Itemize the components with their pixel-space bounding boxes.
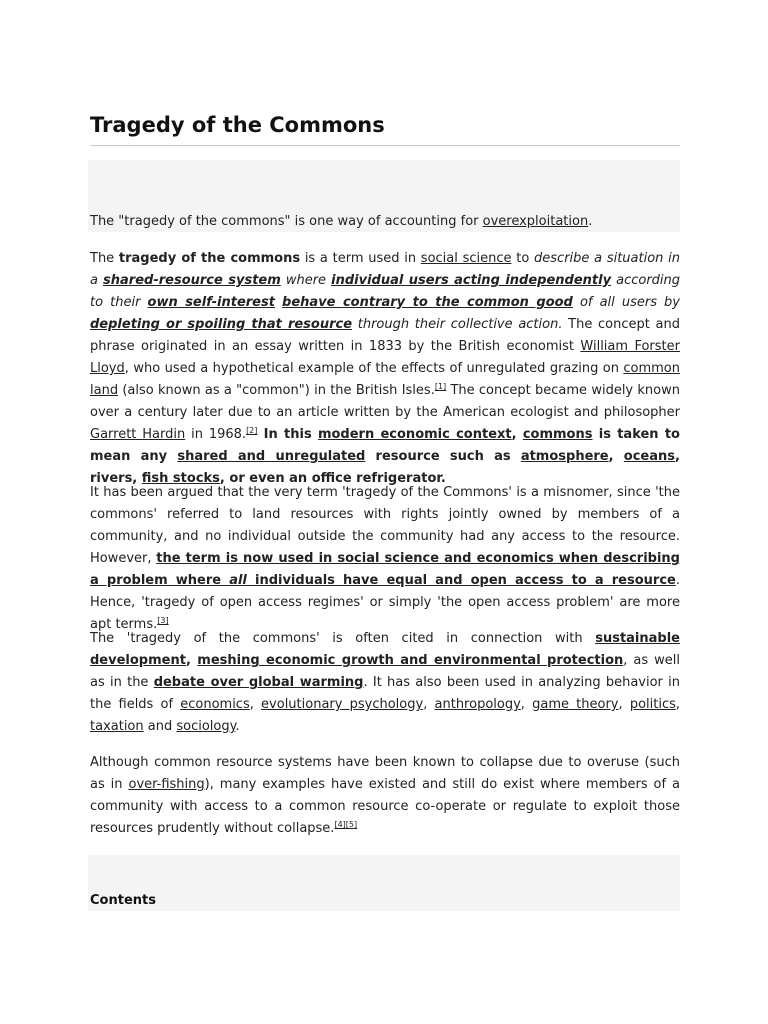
paragraph-definition: The tragedy of the commons is a term used in social science to describe a situation in a shared-resource system where individual users acting independently according to their own self-interest behave contrary to the common good of all users by depleting or spoiling that resource through their collective action. The concept and phrase originated in an essay written in 1833 by the British economist William Forster Lloyd, who used a hypothetical example of the effects of unregulated grazing on common land (also known as a "common") in the British Isles.[1] The concept became widely known over a century later due to an article written by the American ecologist and philosopher Garrett Hardin in 1968.[2] In this modern economic context, commons is taken to mean any shared and unregulated resource such as atmosphere, oceans, rivers, fish stocks, or even an office refrigerator. — [90, 251, 681, 486]
reference-4[interactable]: [4] — [334, 820, 346, 829]
link-oceans[interactable]: oceans — [623, 449, 676, 464]
reference-2[interactable]: [2] — [246, 426, 258, 435]
reference-5[interactable]: [5] — [345, 820, 358, 829]
link-politics[interactable]: politics — [629, 697, 676, 712]
link-behave-contrary[interactable]: behave contrary to the common good — [282, 295, 573, 310]
link-shared-resource-system[interactable]: shared-resource system — [103, 273, 281, 288]
link-sociology[interactable]: sociology — [176, 719, 236, 734]
link-modern-economic-context[interactable]: modern economic context — [317, 427, 512, 442]
link-over-fishing[interactable]: over-fishing — [128, 777, 205, 792]
highlight-term-now-used: the term is now used in social science and economics when describing a problem where all individuals have equal and open access to a resource — [90, 551, 680, 588]
link-anthropology[interactable]: anthropology — [434, 697, 521, 712]
link-debate-global-warming[interactable]: debate over global warming — [153, 675, 364, 690]
link-social-science[interactable]: social science — [420, 251, 512, 266]
reference-3[interactable]: [3] — [157, 616, 169, 625]
link-atmosphere[interactable]: atmosphere — [520, 449, 609, 464]
link-overexploitation[interactable]: overexploitation — [482, 214, 589, 229]
link-commons[interactable]: commons — [522, 427, 593, 442]
link-william-forster-lloyd[interactable]: William Forster Lloyd — [90, 339, 680, 376]
reference-1[interactable]: [1] — [434, 382, 447, 391]
page-title: Tragedy of the Commons — [90, 113, 385, 137]
link-garrett-hardin[interactable]: Garrett Hardin — [90, 427, 186, 442]
paragraph-connections: The 'tragedy of the commons' is often cited in connection with sustainable development, meshing economic growth and environmental protection, as well as in the debate over global warming. It has also been used in analyzing behavior in the fields of economics, evolutionary psychology, anthropology, game theory, politics, taxation and sociology. — [90, 631, 681, 734]
link-individual-users[interactable]: individual users acting independently — [331, 273, 612, 288]
intro-paragraph: The "tragedy of the commons" is one way of accounting for overexploitation. — [90, 214, 593, 229]
link-taxation[interactable]: taxation — [90, 719, 144, 734]
contents-heading: Contents — [90, 893, 156, 908]
title-divider — [90, 145, 680, 146]
link-game-theory[interactable]: game theory — [532, 697, 619, 712]
link-shared-and-unregulated[interactable]: shared and unregulated — [177, 449, 366, 464]
paragraph-misnomer: It has been argued that the very term 'tragedy of the Commons' is a misnomer, since 'the commons' referred to land resources with rights jointly owned by members of a community, and no individual outside the community had any access to the resource. However, the term is now used in social science and economics when describing a problem where all individuals have equal and open access to a resource. Hence, 'tragedy of open access regimes' or simply 'the open access problem' are more apt terms.[3] — [90, 485, 680, 632]
link-own-self-interest[interactable]: own self-interest — [147, 295, 275, 310]
link-meshing-economic-growth[interactable]: meshing economic growth and environmental protection — [197, 653, 624, 668]
link-fish-stocks[interactable]: fish stocks — [141, 471, 220, 486]
link-common-land[interactable]: common land — [90, 361, 680, 398]
link-economics[interactable]: economics — [180, 697, 250, 712]
link-evolutionary-psychology[interactable]: evolutionary psychology — [261, 697, 424, 712]
contents-box — [88, 855, 680, 911]
link-depleting-resource[interactable]: depleting or spoiling that resource — [90, 317, 353, 332]
paragraph-collapse: Although common resource systems have been known to collapse due to overuse (such as in over-fishing), many examples have existed and still do exist where members of a community with access to a common resource co-operate or regulate to exploit those resources prudently without collapse.[4][5] — [90, 755, 680, 836]
link-sustainable-development[interactable]: sustainable development — [90, 631, 680, 668]
